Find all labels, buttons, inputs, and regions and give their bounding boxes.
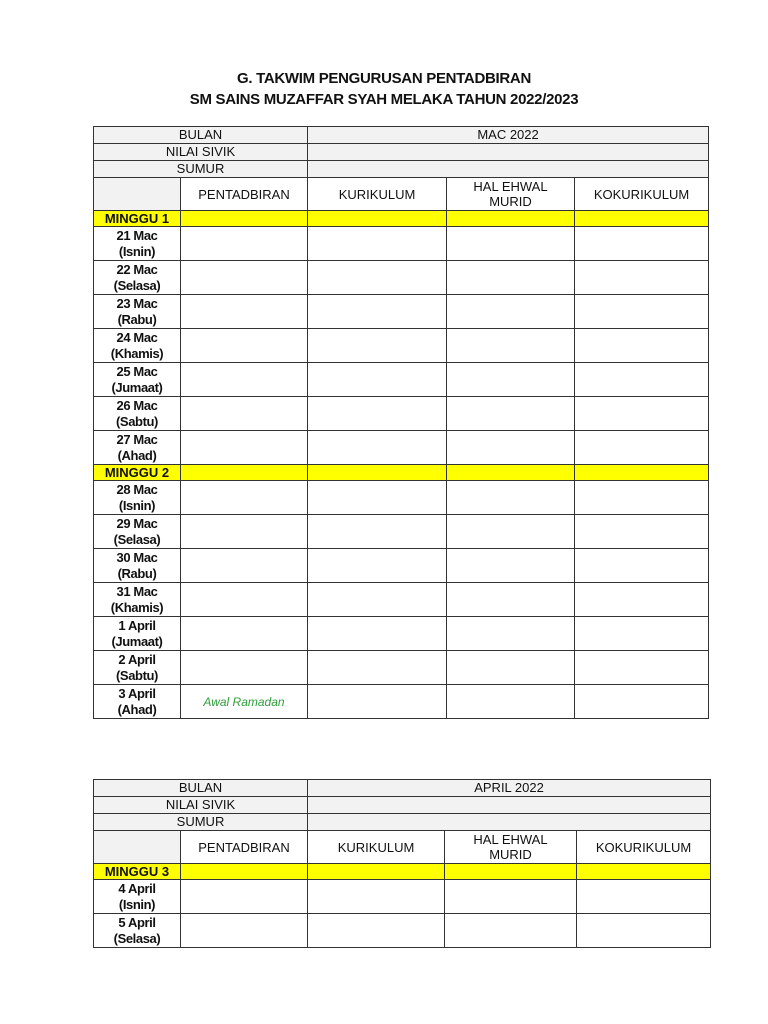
kurikulum-cell[interactable] [308,685,447,719]
week-cell [447,211,575,227]
kokurikulum-cell[interactable] [575,651,709,685]
kokurikulum-cell[interactable] [575,431,709,465]
week-cell [577,864,711,880]
col-header-pentadbiran: PENTADBIRAN [181,831,308,864]
pentadbiran-cell[interactable] [181,295,308,329]
day-label [94,397,181,431]
kurikulum-cell[interactable] [308,481,447,515]
hal-ehwal-murid-cell[interactable] [447,515,575,549]
day-row [94,431,709,465]
week-cell [575,211,709,227]
hal-ehwal-murid-cell[interactable] [445,914,577,948]
nilai-sivik-value[interactable] [308,144,709,161]
day-weekday: (Sabtu) [116,667,158,683]
week-cell [181,864,308,880]
day-row [94,549,709,583]
pentadbiran-cell[interactable] [181,227,308,261]
hal-ehwal-murid-cell[interactable] [447,685,575,719]
col-header-hal-ehwal-murid: HAL EHWAL MURID [447,178,575,211]
day-date: 22 Mac [116,261,158,277]
day-row [94,651,709,685]
pentadbiran-cell[interactable] [181,583,308,617]
day-weekday: (Ahad) [117,447,157,463]
week-group [94,465,709,719]
day-label [94,583,181,617]
kokurikulum-cell[interactable] [575,685,709,719]
day-weekday: (Isnin) [118,497,156,513]
day-label [94,651,181,685]
month-value: MAC 2022 [308,127,709,144]
pentadbiran-cell[interactable] [181,617,308,651]
kokurikulum-cell[interactable] [575,583,709,617]
col-header-hal-ehwal-murid: HAL EHWAL MURID [445,831,577,864]
day-date: 27 Mac [116,431,158,447]
week-cell [308,211,447,227]
pentadbiran-cell[interactable] [181,261,308,295]
day-row [94,363,709,397]
day-weekday: (Jumaat) [111,633,163,649]
hal-ehwal-murid-cell[interactable] [447,363,575,397]
day-date: 21 Mac [116,227,158,243]
kokurikulum-cell[interactable] [577,880,711,914]
pentadbiran-cell[interactable] [181,363,308,397]
week-cell [575,465,709,481]
pentadbiran-cell[interactable] [181,329,308,363]
day-weekday: (Ahad) [117,701,157,717]
day-date: 1 April [118,617,156,633]
hal-ehwal-murid-cell[interactable] [447,549,575,583]
day-label [94,481,181,515]
bulan-label: BULAN [94,780,308,797]
day-date: 5 April [118,914,156,930]
kurikulum-cell[interactable] [308,261,447,295]
pentadbiran-cell[interactable] [181,515,308,549]
day-label [94,685,181,719]
week-group [94,211,709,465]
day-date: 29 Mac [116,515,158,531]
pentadbiran-cell[interactable] [181,880,308,914]
document-title: G. TAKWIM PENGURUSAN PENTADBIRAN [236,70,531,87]
col-header-kurikulum: KURIKULUM [308,178,447,211]
day-row [94,227,709,261]
nilai-sivik-label: NILAI SIVIK [94,144,308,161]
hal-ehwal-murid-cell[interactable] [447,651,575,685]
kokurikulum-cell[interactable] [577,914,711,948]
day-date: 2 April [118,651,156,667]
day-row [94,397,709,431]
document-subtitle: SM SAINS MUZAFFAR SYAH MELAKA TAHUN 2022/2023 [189,91,579,108]
kurikulum-cell[interactable] [308,549,447,583]
day-row [94,515,709,549]
day-label [94,880,181,914]
col-header-kurikulum: KURIKULUM [308,831,445,864]
day-weekday: (Khamis) [110,599,164,615]
kurikulum-cell[interactable] [308,914,445,948]
kurikulum-cell[interactable] [308,397,447,431]
kokurikulum-cell[interactable] [575,549,709,583]
week-row [94,211,709,227]
week-cell [181,465,308,481]
kokurikulum-cell[interactable] [575,261,709,295]
day-row [94,914,711,948]
hal-ehwal-murid-cell[interactable] [447,261,575,295]
day-date: 25 Mac [116,363,158,379]
kurikulum-cell[interactable] [308,880,445,914]
day-weekday: (Rabu) [117,311,157,327]
sumur-label: SUMUR [94,161,308,178]
day-date: 30 Mac [116,549,158,565]
kurikulum-cell[interactable] [308,363,447,397]
calendar-table-mac [93,126,709,719]
pentadbiran-cell[interactable] [181,914,308,948]
day-weekday: (Isnin) [118,896,156,912]
nilai-sivik-label: NILAI SIVIK [94,797,308,814]
pentadbiran-cell[interactable] [181,651,308,685]
kurikulum-cell[interactable] [308,227,447,261]
hal-ehwal-murid-cell[interactable] [447,617,575,651]
day-row [94,685,709,719]
hal-ehwal-murid-cell[interactable] [445,880,577,914]
bulan-label: BULAN [94,127,308,144]
pentadbiran-cell[interactable] [181,549,308,583]
day-date: 23 Mac [116,295,158,311]
pentadbiran-cell[interactable] [181,397,308,431]
day-label [94,227,181,261]
day-weekday: (Jumaat) [111,379,163,395]
kurikulum-cell[interactable] [308,515,447,549]
kokurikulum-cell[interactable] [575,515,709,549]
week-row [94,465,709,481]
week-cell [308,465,447,481]
kokurikulum-cell[interactable] [575,329,709,363]
day-label [94,617,181,651]
day-weekday: (Selasa) [113,531,161,547]
hal-ehwal-murid-cell[interactable] [447,295,575,329]
day-date: 24 Mac [116,329,158,345]
day-label [94,329,181,363]
sumur-value[interactable] [308,814,711,831]
day-weekday: (Selasa) [113,930,161,946]
day-label [94,549,181,583]
sumur-value[interactable] [308,161,709,178]
week-cell [447,465,575,481]
hal-ehwal-murid-cell[interactable] [447,329,575,363]
kokurikulum-cell[interactable] [575,481,709,515]
day-label [94,261,181,295]
week-group [94,864,711,948]
hal-ehwal-murid-cell[interactable] [447,227,575,261]
day-weekday: (Selasa) [113,277,161,293]
kokurikulum-cell[interactable] [575,617,709,651]
day-label [94,363,181,397]
day-row [94,295,709,329]
day-weekday: (Khamis) [110,345,164,361]
day-weekday: (Isnin) [118,243,156,259]
week-label: MINGGU 1 [94,211,181,227]
pentadbiran-cell[interactable] [181,431,308,465]
kokurikulum-cell[interactable] [575,363,709,397]
kokurikulum-cell[interactable] [575,295,709,329]
day-row [94,481,709,515]
week-cell [181,211,308,227]
col-header-kokurikulum: KOKURIKULUM [577,831,711,864]
nilai-sivik-value[interactable] [308,797,711,814]
week-cell [308,864,445,880]
kurikulum-cell[interactable] [308,651,447,685]
kurikulum-cell[interactable] [308,617,447,651]
day-row [94,880,711,914]
day-date: 26 Mac [116,397,158,413]
kurikulum-cell[interactable] [308,329,447,363]
day-row [94,583,709,617]
day-weekday: (Sabtu) [116,413,158,429]
day-weekday: (Rabu) [117,565,157,581]
day-label [94,515,181,549]
day-date: 28 Mac [116,481,158,497]
kurikulum-cell[interactable] [308,295,447,329]
calendar-table-april [93,779,711,948]
kurikulum-cell[interactable] [308,583,447,617]
hal-ehwal-murid-cell[interactable] [447,397,575,431]
day-row [94,617,709,651]
week-row [94,864,711,880]
kokurikulum-cell[interactable] [575,227,709,261]
header-blank-cell [94,831,181,864]
col-header-pentadbiran: PENTADBIRAN [181,178,308,211]
day-date: 3 April [118,685,156,701]
day-date: 4 April [118,880,156,896]
kurikulum-cell[interactable] [308,431,447,465]
day-row [94,261,709,295]
day-label [94,914,181,948]
sumur-label: SUMUR [94,814,308,831]
header-blank-cell [94,178,181,211]
hal-ehwal-murid-cell[interactable] [447,481,575,515]
day-label [94,431,181,465]
day-row [94,329,709,363]
hal-ehwal-murid-cell[interactable] [447,431,575,465]
day-label [94,295,181,329]
kokurikulum-cell[interactable] [575,397,709,431]
hal-ehwal-murid-cell[interactable] [447,583,575,617]
week-cell [445,864,577,880]
pentadbiran-cell[interactable]: Awal Ramadan [181,685,308,719]
month-value: APRIL 2022 [308,780,711,797]
col-header-kokurikulum: KOKURIKULUM [575,178,709,211]
pentadbiran-cell[interactable] [181,481,308,515]
day-date: 31 Mac [116,583,158,599]
week-label: MINGGU 2 [94,465,181,481]
week-label: MINGGU 3 [94,864,181,880]
